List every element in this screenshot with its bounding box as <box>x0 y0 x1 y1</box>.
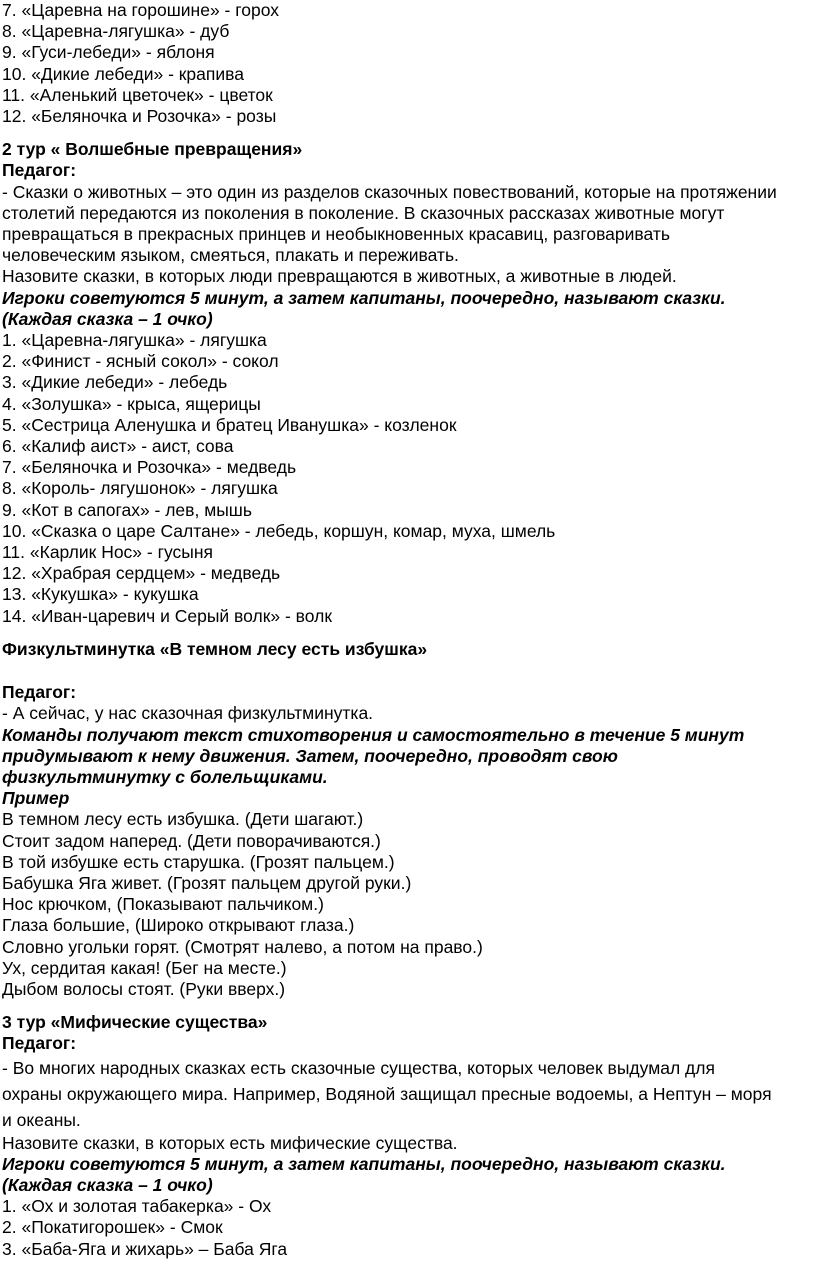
intro-line: и океаны. <box>2 1109 81 1130</box>
list-item: 5. «Сестрица Аленушка и братец Иванушка» - козленок <box>2 414 457 435</box>
poem-line: Дыбом волосы стоят. (Руки вверх.) <box>2 978 286 999</box>
intro-line: охраны окружающего мира. Например, Водяной защищал пресные водоемы, а Нептун – моря <box>2 1083 772 1104</box>
poem-line: Ух, сердитая какая! (Бег на месте.) <box>2 957 287 978</box>
intro-line: Назовите сказки, в которых есть мифические существа. <box>2 1132 458 1153</box>
list-item: 9. «Гуси-лебеди» - яблоня <box>2 42 215 63</box>
list-item: 3. «Дикие лебеди» - лебедь <box>2 372 228 393</box>
poem-line: Бабушка Яга живет. (Грозят пальцем другой руки.) <box>2 872 412 893</box>
poem-line: Нос крючком, (Показывают пальчиком.) <box>2 894 324 915</box>
list-item: 13. «Кукушка» - кукушка <box>2 584 199 605</box>
list-item: 2. «Покатигорошек» - Смок <box>2 1217 223 1238</box>
list-item: 12. «Храбрая сердцем» - медведь <box>2 563 281 584</box>
list-item: 1. «Царевна-лягушка» - лягушка <box>2 330 267 351</box>
list-item: 8. «Король- лягушонок» - лягушка <box>2 478 278 499</box>
poem-line: Стоит задом наперед. (Дети поворачиваются.) <box>2 830 381 851</box>
list-item: 11. «Аленький цветочек» - цветок <box>2 84 273 105</box>
teacher-label: Педагог: <box>2 1033 77 1054</box>
intro-line: - Во многих народных сказках есть сказочные существа, которых человек выдумал для <box>2 1057 715 1078</box>
top-answer-list <box>2 0 816 127</box>
list-item: 4. «Золушка» - крыса, ящерицы <box>2 393 261 414</box>
list-item: 8. «Царевна-лягушка» - дуб <box>2 21 230 42</box>
round3-section <box>2 1012 816 1260</box>
intro-line: человеческим языком, смеяться, плакать и переживать. <box>2 245 459 266</box>
poem-line: Глаза большие, (Широко открывают глаза.) <box>2 915 355 936</box>
section-heading: Физкультминутка «В темном лесу есть избушка» <box>2 638 428 659</box>
list-item: 11. «Карлик Нос» - гусыня <box>2 542 213 563</box>
instruction-line: придумывают к нему движения. Затем, поочередно, проводят свою <box>2 745 618 766</box>
poem-line: Словно угольки горят. (Смотрят налево, а потом на право.) <box>2 936 483 957</box>
poem-line: В той избушке есть старушка. (Грозят пальцем.) <box>2 851 395 872</box>
instruction-line: (Каждая сказка – 1 очко) <box>2 1174 213 1195</box>
teacher-label: Педагог: <box>2 682 77 703</box>
list-item: 1. «Ох и золотая табакерка» - Ох <box>2 1196 272 1217</box>
instruction-line: (Каждая сказка – 1 очко) <box>2 308 213 329</box>
physical-minute-section <box>2 639 816 1000</box>
intro-line: превращаться в прекрасных принцев и необыкновенных красавиц, разговаривать <box>2 224 671 245</box>
list-item: 12. «Беляночка и Розочка» - розы <box>2 106 277 127</box>
intro-line: Назовите сказки, в которых люди превращаются в животных, а животные в людей. <box>2 266 677 287</box>
intro-line: столетий передаются из поколения в поколение. В сказочных рассказах животные могут <box>2 202 725 223</box>
list-item: 10. «Сказка о царе Салтане» - лебедь, коршун, комар, муха, шмель <box>2 520 556 541</box>
list-item: 7. «Беляночка и Розочка» - медведь <box>2 457 297 478</box>
instruction-line: физкультминутку с болельщиками. <box>2 766 328 787</box>
intro-line: - А сейчас, у нас сказочная физкультминутка. <box>2 703 374 724</box>
example-label: Пример <box>2 788 70 809</box>
list-item: 14. «Иван-царевич и Серый волк» - волк <box>2 605 332 626</box>
intro-line: - Сказки о животных – это один из разделов сказочных повествований, которые на протяжении <box>2 181 777 202</box>
instruction-line: Игроки советуются 5 минут, а затем капитаны, поочередно, называют сказки. <box>2 287 726 308</box>
list-item: 6. «Калиф аист» - аист, сова <box>2 436 234 457</box>
teacher-label: Педагог: <box>2 160 77 181</box>
round2-section <box>2 139 816 627</box>
poem-line: В темном лесу есть избушка. (Дети шагают.) <box>2 809 364 830</box>
list-item: 10. «Дикие лебеди» - крапива <box>2 63 244 84</box>
list-item: 2. «Финист - ясный сокол» - сокол <box>2 351 279 372</box>
list-item: 3. «Баба-Яга и жихарь» – Баба Яга <box>2 1238 288 1259</box>
instruction-line: Команды получают текст стихотворения и самостоятельно в течение 5 минут <box>2 724 745 745</box>
list-item: 9. «Кот в сапогах» - лев, мышь <box>2 499 252 520</box>
instruction-line: Игроки советуются 5 минут, а затем капитаны, поочередно, называют сказки. <box>2 1153 726 1174</box>
section-heading: 2 тур « Волшебные превращения» <box>2 139 303 160</box>
section-heading: 3 тур «Мифические существа» <box>2 1012 268 1033</box>
list-item: 7. «Царевна на горошине» - горох <box>2 0 279 20</box>
